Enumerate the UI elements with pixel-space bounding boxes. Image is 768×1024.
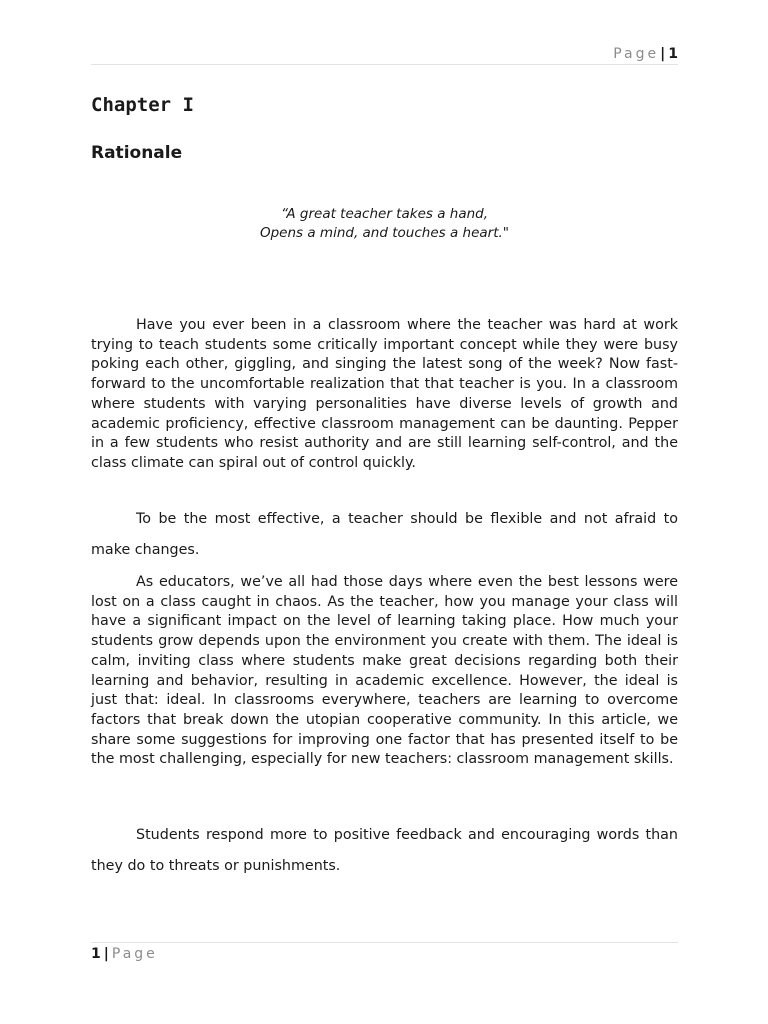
body-paragraph-1: Have you ever been in a classroom where the teacher was hard at work trying to teach students some critically important concept while they were busy poking each other, giggling, and singing the latest song of the week? Now fast-forward to the uncomfortable realization that that teacher is you. In a classroom where students with varying personalities have diverse levels of growth and academic proficiency, effective classroom management can be daunting. Pepper in a few students who resist authority and are still learning self-control, and the class climate can spiral out of control quickly.	[91, 317, 678, 471]
header-page-label: Page	[613, 46, 660, 62]
header-separator: |	[660, 46, 666, 62]
footer-separator: |	[103, 946, 109, 962]
page-footer	[91, 942, 678, 964]
body-paragraph-4: Students respond more to positive feedback and encouraging words than they do to threats or punishments.	[91, 827, 678, 874]
footer-page-number: 1	[91, 946, 101, 962]
chapter-title: Chapter I	[91, 94, 194, 116]
page-header	[91, 44, 678, 65]
epigraph-line-2: Opens a mind, and touches a heart."	[259, 225, 509, 241]
footer-page-label: Page	[111, 946, 158, 962]
epigraph-line-1: “A great teacher takes a hand,	[280, 206, 489, 222]
section-title: Rationale	[91, 143, 183, 163]
body-paragraph-2: To be the most effective, a teacher should be flexible and not afraid to make changes.	[91, 511, 678, 558]
epigraph-quote	[91, 205, 678, 243]
body-paragraph-3: As educators, we’ve all had those days where even the best lessons were lost on a class caught in chaos. As the teacher, how you manage your class will have a significant impact on the level of learning taking place. How much your students grow depends upon the environment you create with them. The ideal is calm, inviting class where students make great decisions regarding both their learning and behavior, resulting in academic excellence. However, the ideal is just that: ideal. In classrooms everywhere, teachers are learning to overcome factors that break down the utopian cooperative community. In this article, we share some suggestions for improving one factor that has presented itself to be the most challenging, especially for new teachers: classroom management skills.	[91, 574, 678, 768]
header-page-number: 1	[668, 46, 678, 62]
